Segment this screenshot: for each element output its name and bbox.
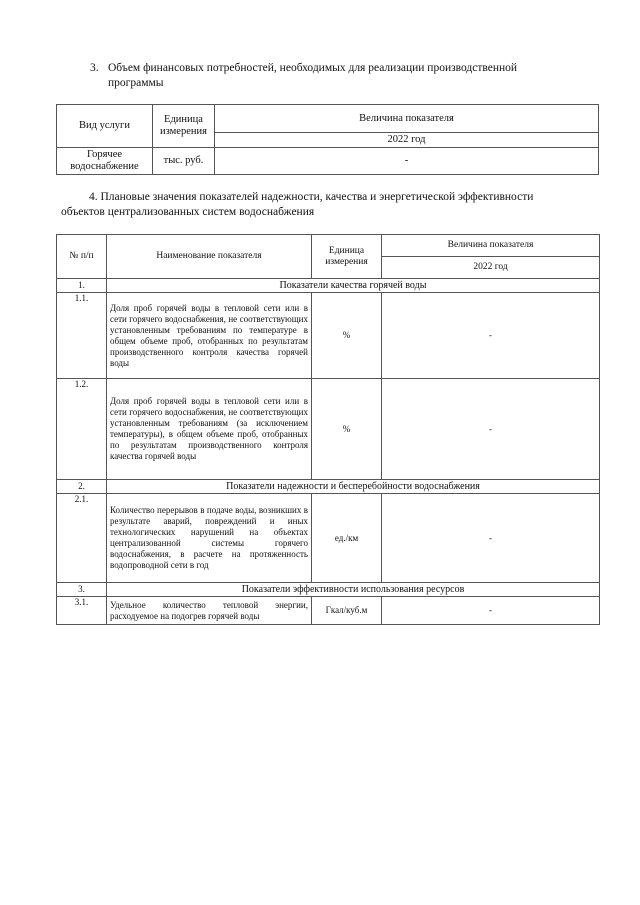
row-unit: %	[312, 293, 382, 379]
group-row	[57, 279, 600, 293]
row-value: -	[215, 148, 599, 175]
row-num: 1.1.	[57, 293, 107, 379]
table-row	[57, 379, 600, 480]
row-value: -	[382, 597, 600, 625]
header-year: 2022 год	[382, 257, 600, 279]
row-unit: Гкал/куб.м	[312, 597, 382, 625]
header-value: Величина показателя	[382, 235, 600, 257]
header-unit: Единица измерения	[153, 105, 215, 148]
header-num: № п/п	[57, 235, 107, 279]
group-title: Показатели надежности и бесперебойности водоснабжения	[107, 480, 600, 494]
row-value: -	[382, 293, 600, 379]
section-4-heading	[61, 190, 599, 220]
table-row	[57, 293, 600, 379]
row-num: 1.2.	[57, 379, 107, 480]
row-unit: ед./км	[312, 494, 382, 583]
group-num: 2.	[57, 480, 107, 494]
section-3-number: 3.	[90, 62, 99, 74]
section-3-title-line1: Объем финансовых потребностей, необходимых для реализации производственной	[108, 62, 518, 74]
section-4-title-line1: 4. Плановые значения показателей надежности, качества и энергетической эффективности	[89, 191, 534, 203]
section-3-heading	[90, 61, 595, 91]
header-service: Вид услуги	[57, 105, 153, 148]
financial-needs-table	[56, 104, 599, 175]
row-value: -	[382, 494, 600, 583]
group-num: 1.	[57, 279, 107, 293]
row-name: Доля проб горячей воды в тепловой сети или в сети горячего водоснабжения, не соответствующих установленным требованиям (за исключением температуры), в общем объеме проб, отобранных по результатам производственного контроля качества горячей воды	[107, 379, 312, 480]
group-title: Показатели качества горячей воды	[107, 279, 600, 293]
row-name: Количество перерывов в подаче воды, возникших в результате аварий, повреждений и иных технологических нарушений на объектах централизованной системы горячего водоснабжения, в расчете на протяженность водопроводной сети в год	[107, 494, 312, 583]
row-unit: %	[312, 379, 382, 480]
header-value: Величина показателя	[215, 105, 599, 133]
header-year: 2022 год	[215, 133, 599, 148]
header-name: Наименование показателя	[107, 235, 312, 279]
row-name: Доля проб горячей воды в тепловой сети или в сети горячего водоснабжения, не соответствующих установленным требованиям по температуре в общем объеме проб, отобранных по результатам производственного контроля качества горячей воды	[107, 293, 312, 379]
section-4-title-line2: объектов централизованных систем водоснабжения	[61, 206, 315, 218]
row-num: 3.1.	[57, 597, 107, 625]
table-row	[57, 597, 600, 625]
indicators-table	[56, 234, 600, 625]
row-service: Горячее водоснабжение	[57, 148, 153, 175]
row-unit: тыс. руб.	[153, 148, 215, 175]
row-value: -	[382, 379, 600, 480]
section-3-title-line2: программы	[108, 77, 164, 89]
header-unit: Единица измерения	[312, 235, 382, 279]
row-num: 2.1.	[57, 494, 107, 583]
group-row	[57, 480, 600, 494]
table-row	[57, 494, 600, 583]
group-num: 3.	[57, 583, 107, 597]
row-name: Удельное количество тепловой энергии, расходуемое на подогрев горячей воды	[107, 597, 312, 625]
group-row	[57, 583, 600, 597]
group-title: Показатели эффективности использования ресурсов	[107, 583, 600, 597]
